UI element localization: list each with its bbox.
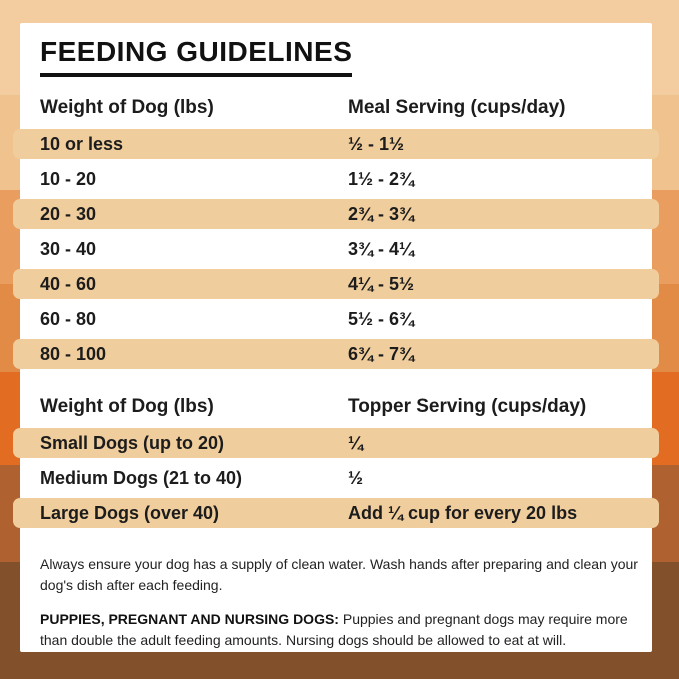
weight-cell: 60 - 80 [40,308,97,329]
table-row [40,164,632,194]
weight-cell: 10 or less [40,133,124,154]
table-row [40,304,632,334]
weight-cell: 80 - 100 [40,343,107,364]
serving-cell: ½ - 1½ [348,133,405,154]
water-note: Always ensure your dog has a supply of clean water. Wash hands after preparing and clean your dog's dish after each feeding. [40,556,638,593]
serving-cell: ½ [348,467,364,488]
serving-cell: Add ¼ cup for every 20 lbs [348,502,578,523]
table-row [40,463,632,493]
table-row [13,339,659,369]
table-row [40,234,632,264]
weight-cell: 10 - 20 [40,168,97,189]
table-row [13,269,659,299]
weight-cell: Large Dogs (over 40) [40,502,220,523]
puppies-note [40,609,652,651]
puppies-note-label: PUPPIES, PREGNANT AND NURSING DOGS: [40,611,339,627]
serving-cell: 6¾ - 7¾ [348,343,415,364]
table-row [13,428,659,458]
puppies-note-text: Puppies and pregnant dogs may require more than double the adult feeding amounts. Nursing dogs should be allowed to eat at will. [40,611,628,648]
meal-serving-column-header: Meal Serving (cups/day) [348,97,566,118]
weight-column-header: Weight of Dog (lbs) [40,396,214,417]
meal-table-header [40,98,632,118]
page-title: FEEDING GUIDELINES [40,38,352,77]
weight-cell: 20 - 30 [40,203,97,224]
serving-cell: 4¼ - 5½ [348,273,415,294]
feeding-guidelines-card [20,23,652,652]
footnotes [40,554,652,651]
weight-cell: Medium Dogs (21 to 40) [40,467,243,488]
serving-cell: ¼ [348,432,364,453]
weight-column-header: Weight of Dog (lbs) [40,97,214,118]
weight-cell: Small Dogs (up to 20) [40,432,225,453]
serving-cell: 5½ - 6¾ [348,308,415,329]
weight-cell: 30 - 40 [40,238,97,259]
topper-table-header [40,397,632,417]
serving-cell: 1½ - 2¾ [348,168,415,189]
topper-serving-column-header: Topper Serving (cups/day) [348,396,587,417]
table-row [13,199,659,229]
serving-cell: 2¾ - 3¾ [348,203,415,224]
serving-cell: 3¾ - 4¼ [348,238,415,259]
table-row [13,129,659,159]
table-row [13,498,659,528]
weight-cell: 40 - 60 [40,273,97,294]
